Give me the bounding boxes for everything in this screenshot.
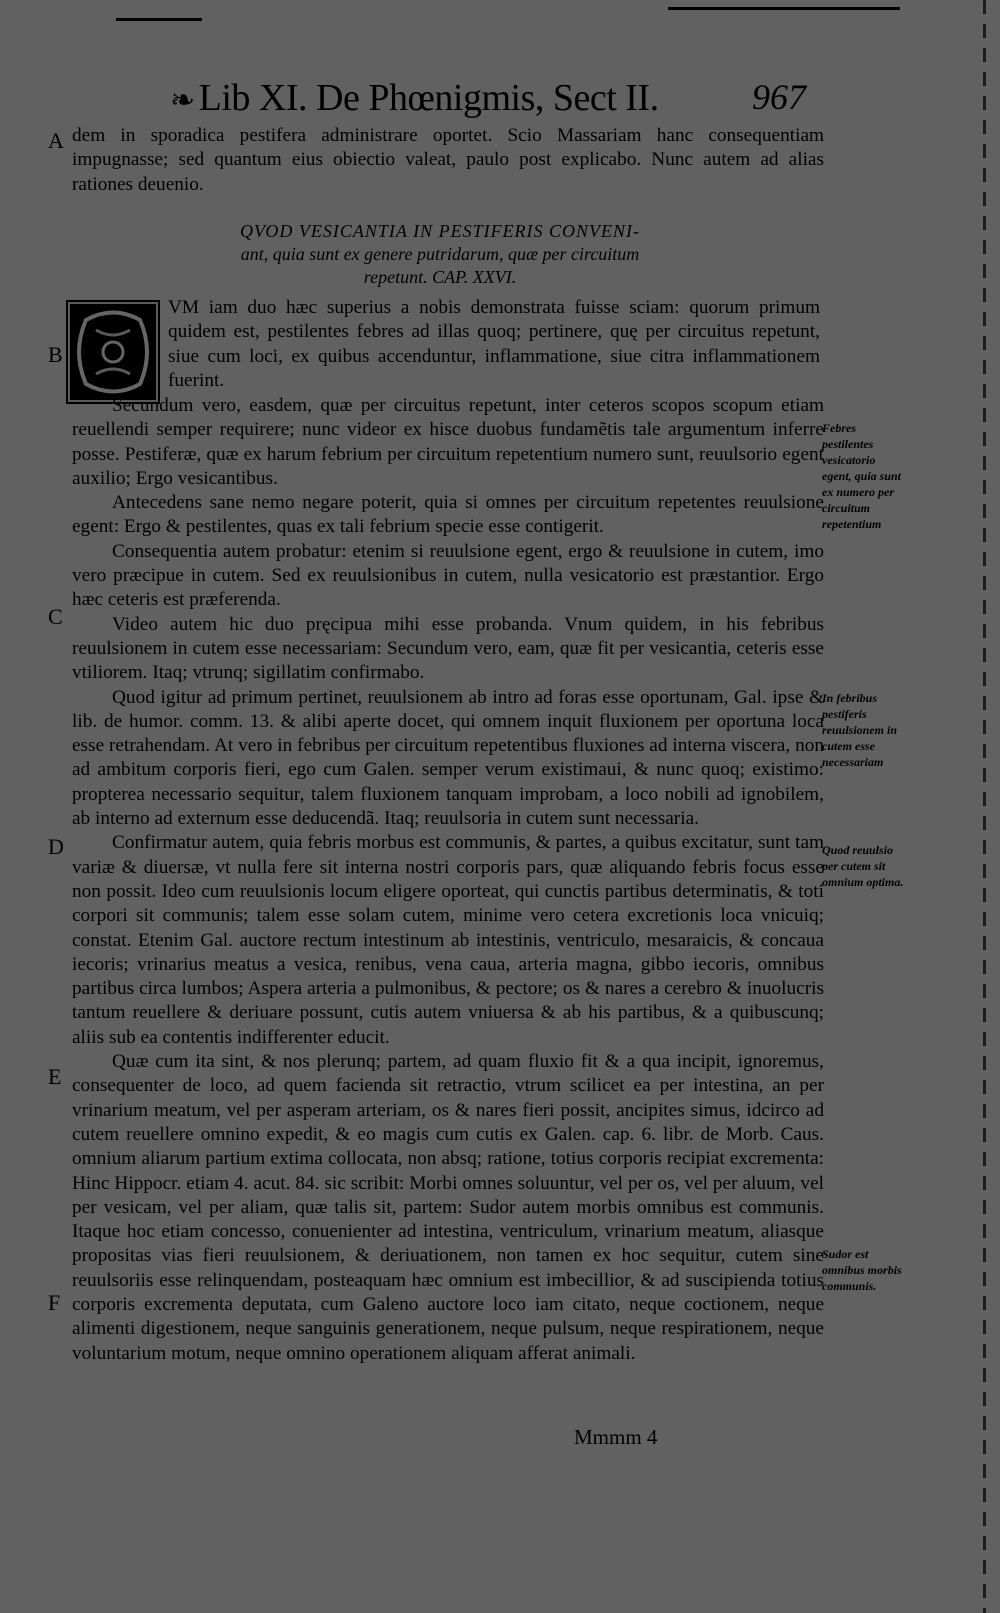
- chapter-title: [160, 220, 720, 289]
- paragraph-3: Consequentia autem probatur: etenim si reuulsione egent, ergo & reuulsione in cutem, imo vero præcipue in cutem. Sed ex reuulsionibus in cutem, nulla vesicatorio est præstantior. Ergo hæc ceteris est præferenda.: [72, 540, 824, 611]
- margin-letter-c: C: [48, 604, 63, 629]
- chapter-first-paragraph: [168, 296, 820, 393]
- scan-artifact-top-left: [116, 18, 202, 21]
- margin-letter-d: D: [48, 834, 64, 859]
- running-head-text: Lib XI. De Phœnigmis, Sect II.: [198, 77, 659, 119]
- margin-letter-e: E: [48, 1064, 62, 1089]
- paragraph-2: Antecedens sane nemo negare poterit, quia si omnes per circuitum repetentes reuulsione egent: Ergo & pestilentes, quas ex tali febrium specie esse contigerit.: [72, 492, 824, 538]
- chapter-title-line-1: QVOD VESICANTIA IN PESTIFERIS CONVENI-: [239, 221, 641, 241]
- page-edge-shadow: [983, 0, 986, 1613]
- signature-mark: Mmmm 4: [574, 1425, 658, 1449]
- running-head: [170, 76, 659, 120]
- fleuron-icon: ❧: [170, 84, 195, 117]
- sidenote-3: Quod reuulsio per cutem sit omnium optima.: [822, 843, 904, 889]
- paragraph-5: Quod igitur ad primum pertinet, reuulsionem ab intro ad foras esse oportunam, Gal. ipse & lib. de humor. comm. 13. & alibi aperte docet, qui omnem inquit fluxionem per oportuna loca esse retrahendam. At vero in febribus per circuitum repetentibus fluxiones ad interna viscera, non ad ambitum corporis fieri, ego cum Galen. semper verum existimaui, & nunc quoq; existimo: propterea necessario sequitur, talem fluxionem tanquam improbam, a loco nobili ad ignobilem, ab interno ad externum esse deducendã. Itaq; reuulsoria in cutem sunt necessaria.: [72, 686, 824, 830]
- page-number: 967: [752, 77, 806, 117]
- paragraph-7: Quæ cum ita sint, & nos plerunq; partem, ad quam fluxio fit & a qua incipit, ignoremus, consequenter de loco, ad quem facienda sit retractio, vtrum scilicet ea per intestina, an per vrinarium meatum, vel per asperam arteriam, os & nares fieri possit, ancipites simus, idcirco ad cutem reuellere omnino expedit, & eo magis cum cutis ex Galen. cap. 6. libr. de Morb. Caus. omnium aliarum partium extima collocata, non absq; ratione, totius corporis recipiat excrementa: Hinc Hippocr. etiam 4. acut. 84. sic scribit: Morbi omnes soluuntur, vel per os, vel per aluum, vel per vesicam, vel per aliam, quæ talis sit, partem: Sudor autem morbis omnibus est communis. Itaque hoc etiam concesso, conuenienter ad intestina, ventriculum, vrinarium meatum, aliasque propositas vias fieri reuulsionem, & deriuationem, non tamen ex hoc sequitur, cutem sine reuulsoriis esse relinquendam, posteaquam hæc omnium est imbecillior, & ad suscipienda totius corporis excrementa deputata, cum Galeno auctore loco iam citato, neque coctionem, neque alimenti digestionem, neque sanguinis generationem, neque pulsum, neque respirationem, neque voluntarium motum, neque omnino operationem aliquam afferat animali.: [72, 1051, 824, 1364]
- margin-letter-f: F: [48, 1290, 61, 1315]
- paragraph-4: Video autem hic duo pręcipua mihi esse probanda. Vnum quidem, in his febribus reuulsionem in cutem esse necessariam: Secundum vero, eam, quæ fit per vesicantia, ceteris esse vtiliorem. Itaq; vtrunq; sigillatim confirmabo.: [72, 613, 824, 684]
- opening-paragraph: dem in sporadica pestifera administrare oportet. Scio Massariam hanc consequentiam impugnasse; sed quantum eius obiectio valeat, paulo post explicabo. Nunc autem ad alias rationes deuenio.: [72, 125, 824, 195]
- sidenote-2: In febribus pestiferis reuulsionem in cutem esse necessariam: [822, 691, 898, 769]
- opening-text: [72, 124, 824, 197]
- margin-letter-a: A: [48, 128, 64, 153]
- sidenote-4: Sudor est omnibus morbis communis.: [822, 1247, 902, 1293]
- chapter-title-line-2: ant, quia sunt ex genere putridarum, quæ per circuitum: [240, 244, 640, 264]
- margin-letter-b: B: [48, 342, 63, 367]
- sidenote-1: Febres pestilentes vesicatorio egent, quia sunt ex numero per circuitum repetentium: [822, 421, 902, 531]
- main-text: [72, 394, 824, 1366]
- paragraph-6: Confirmatur autem, quia febris morbus est communis, & partes, a quibus excitatur, sunt tam variæ & diuersæ, vt nulla fere sit interna nostri corporis pars, quæ aliquando febris focus esse non possit. Ideo cum reuulsionis locum eligere oporteat, qui cunctis partibus determinatis, & toti corpori sit communis; talem esse solam cutem, minime vero cetera excretionis loca vnicuiq; constat. Etenim Gal. auctore rectum intestinum ab intestinis, ventriculo, mesaraicis, & concaua iecoris; vrinarius meatus a vesica, renibus, vena caua, arteria magna, gibbo iecoris, omnibus partibus circa lumbos; Aspera arteria a pulmonibus, & pectore; os & nares a cerebro & inuolucris tantum reuellere & deriuare possunt, cutis autem vniuersa & ab his partibus, & a quibuscunq; aliis sub ea contentis indifferenter educit.: [72, 832, 824, 1048]
- first-paragraph-text: VM iam duo hæc superius a nobis demonstrata fuisse sciam: quorum primum quidem est, pestilentes febres ad illas quoq; pertinere, quę per circuitus repetunt, siue cum loci, ex quibus accenduntur, inflammatione, siue citra inflammationem fuerint.: [168, 297, 820, 391]
- paragraph-1: Secundum vero, easdem, quæ per circuitus repetunt, inter ceteros scopos scopum etiam reuellendi semper requirere; nunc videor ex hisce duobus fundamẽtis tale argumentum inferre posse. Pestiferæ, quæ ex harum febrium per circuitum repetentium numero sunt, reuulsorio egent auxilio; Ergo vesicantibus.: [72, 395, 824, 489]
- scan-artifact-top-right: [668, 7, 900, 10]
- decorated-initial-icon: [66, 300, 160, 404]
- chapter-title-line-3: repetunt. CAP. XXVI.: [363, 267, 517, 287]
